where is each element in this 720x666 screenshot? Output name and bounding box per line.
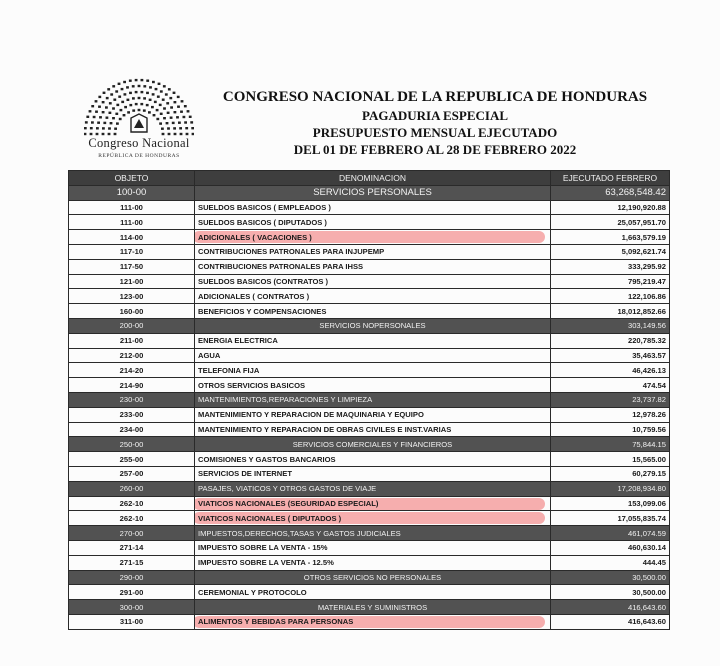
table-row xyxy=(69,230,670,245)
cell-monto: 12,978.26 xyxy=(551,407,670,422)
table-row xyxy=(69,274,670,289)
cell-monto: 416,643.60 xyxy=(551,614,670,629)
table-row xyxy=(69,259,670,274)
cell-objeto: 250-00 xyxy=(69,437,195,452)
document-header xyxy=(215,88,655,158)
cell-monto: 220,785.32 xyxy=(551,333,670,348)
cell-denominacion xyxy=(195,570,551,585)
cell-monto: 15,565.00 xyxy=(551,452,670,467)
denominacion-text: SERVICIOS PERSONALES xyxy=(313,187,432,199)
denominacion-text: SERVICIOS COMERCIALES Y FINANCIEROS xyxy=(292,439,453,449)
cell-objeto: 230-00 xyxy=(69,392,195,407)
cell-monto: 5,092,621.74 xyxy=(551,244,670,259)
denominacion-text: AGUA xyxy=(198,350,221,360)
table-group-row xyxy=(69,570,670,585)
cell-denominacion xyxy=(195,259,551,274)
denominacion-text: IMPUESTOS,DERECHOS,TASAS Y GASTOS JUDICIALES xyxy=(198,528,401,538)
cell-monto: 18,012,852.66 xyxy=(551,304,670,319)
cell-monto: 17,208,934.80 xyxy=(551,481,670,496)
denominacion-text: ADICIONALES ( CONTRATOS ) xyxy=(198,291,310,301)
cell-denominacion xyxy=(195,452,551,467)
denominacion-text: ADICIONALES ( VACACIONES ) xyxy=(198,232,312,242)
table-row xyxy=(69,555,670,570)
cell-objeto: 111-00 xyxy=(69,200,195,215)
cell-monto: 46,426.13 xyxy=(551,363,670,378)
denominacion-text: SERVICIOS NOPERSONALES xyxy=(319,321,426,331)
cell-objeto: 211-00 xyxy=(69,333,195,348)
cell-denominacion xyxy=(195,407,551,422)
cell-denominacion xyxy=(195,481,551,496)
table-row xyxy=(69,304,670,319)
denominacion-text: OTROS SERVICIOS BASICOS xyxy=(198,380,306,390)
cell-denominacion xyxy=(195,348,551,363)
cell-objeto: 255-00 xyxy=(69,452,195,467)
cell-denominacion xyxy=(195,215,551,230)
denominacion-text: CONTRIBUCIONES PATRONALES PARA INJUPEMP xyxy=(198,247,385,257)
cell-objeto: 117-10 xyxy=(69,244,195,259)
cell-monto: 416,643.60 xyxy=(551,600,670,615)
cell-denominacion xyxy=(195,555,551,570)
table-group-row xyxy=(69,185,670,200)
table-row xyxy=(69,289,670,304)
cell-monto: 474.54 xyxy=(551,378,670,393)
cell-objeto: 291-00 xyxy=(69,585,195,600)
denominacion-text: SUELDOS BASICOS (CONTRATOS ) xyxy=(198,276,329,286)
cell-denominacion xyxy=(195,244,551,259)
cell-monto: 17,055,835.74 xyxy=(551,511,670,526)
logo-subname: REPÚBLICA DE HONDURAS xyxy=(98,153,180,159)
denominacion-text: PASAJES, VIATICOS Y OTROS GASTOS DE VIAJE xyxy=(198,484,377,494)
cell-monto: 35,463.57 xyxy=(551,348,670,363)
cell-objeto: 123-00 xyxy=(69,289,195,304)
cell-objeto: 270-00 xyxy=(69,526,195,541)
cell-denominacion xyxy=(195,185,551,200)
cell-monto: 1,663,579.19 xyxy=(551,230,670,245)
denominacion-text: SUELDOS BASICOS ( DIPUTADOS ) xyxy=(198,217,327,227)
header-title: CONGRESO NACIONAL DE LA REPUBLICA DE HONDURAS xyxy=(222,89,648,105)
cell-monto: 23,737.82 xyxy=(551,392,670,407)
header-report-title: PRESUPUESTO MENSUAL EJECUTADO xyxy=(312,125,558,140)
cell-denominacion xyxy=(195,333,551,348)
cell-denominacion xyxy=(195,200,551,215)
denominacion-text: MANTENIMIENTOS,REPARACIONES Y LIMPIEZA xyxy=(198,395,373,405)
table-row xyxy=(69,614,670,629)
cell-objeto: 114-00 xyxy=(69,230,195,245)
header-period: DEL 01 DE FEBRERO AL 28 DE FEBRERO 2022 xyxy=(293,142,577,157)
cell-denominacion xyxy=(195,392,551,407)
denominacion-text: IMPUESTO SOBRE LA VENTA - 15% xyxy=(198,543,328,553)
table-row xyxy=(69,496,670,511)
denominacion-text: OTROS SERVICIOS NO PERSONALES xyxy=(303,572,442,582)
cell-monto: 30,500.00 xyxy=(551,570,670,585)
denominacion-text: CEREMONIAL Y PROTOCOLO xyxy=(198,587,307,597)
cell-objeto: 121-00 xyxy=(69,274,195,289)
cell-denominacion xyxy=(195,230,551,245)
table-row xyxy=(69,378,670,393)
table-group-row xyxy=(69,437,670,452)
table-row xyxy=(69,540,670,555)
cell-denominacion xyxy=(195,511,551,526)
cell-objeto: 290-00 xyxy=(69,570,195,585)
cell-objeto: 271-14 xyxy=(69,540,195,555)
cell-monto: 63,268,548.42 xyxy=(551,185,670,200)
cell-denominacion xyxy=(195,496,551,511)
table-row xyxy=(69,407,670,422)
cell-denominacion xyxy=(195,614,551,629)
table-row xyxy=(69,452,670,467)
logo-name: Congreso Nacional xyxy=(88,136,190,150)
table-group-row xyxy=(69,600,670,615)
cell-objeto: 260-00 xyxy=(69,481,195,496)
denominacion-text: VIATICOS NACIONALES (SEGURIDAD ESPECIAL) xyxy=(198,498,379,508)
cell-monto: 460,630.14 xyxy=(551,540,670,555)
cell-monto: 444.45 xyxy=(551,555,670,570)
budget-table xyxy=(68,170,670,630)
denominacion-text: MANTENIMIENTO Y REPARACION DE MAQUINARIA Y EQUIPO xyxy=(198,410,424,420)
cell-denominacion xyxy=(195,540,551,555)
denominacion-text: IMPUESTO SOBRE LA VENTA - 12.5% xyxy=(198,558,334,568)
cell-monto: 10,759.56 xyxy=(551,422,670,437)
cell-objeto: 212-00 xyxy=(69,348,195,363)
cell-objeto: 233-00 xyxy=(69,407,195,422)
cell-objeto: 200-00 xyxy=(69,318,195,333)
denominacion-text: CONTRIBUCIONES PATRONALES PARA IHSS xyxy=(198,262,364,272)
cell-denominacion xyxy=(195,378,551,393)
cell-objeto: 262-10 xyxy=(69,496,195,511)
denominacion-text: TELEFONIA FIJA xyxy=(198,365,260,375)
cell-objeto: 100-00 xyxy=(69,185,195,200)
cell-denominacion xyxy=(195,585,551,600)
cell-denominacion xyxy=(195,304,551,319)
cell-monto: 153,099.06 xyxy=(551,496,670,511)
cell-monto: 30,500.00 xyxy=(551,585,670,600)
table-group-row xyxy=(69,318,670,333)
cell-denominacion xyxy=(195,289,551,304)
cell-monto: 12,190,920.88 xyxy=(551,200,670,215)
table-row xyxy=(69,511,670,526)
cell-objeto: 214-90 xyxy=(69,378,195,393)
cell-objeto: 271-15 xyxy=(69,555,195,570)
cell-denominacion xyxy=(195,600,551,615)
table-row xyxy=(69,200,670,215)
table-row xyxy=(69,244,670,259)
cell-denominacion xyxy=(195,422,551,437)
cell-monto: 795,219.47 xyxy=(551,274,670,289)
cell-monto: 75,844.15 xyxy=(551,437,670,452)
congress-logo xyxy=(68,74,210,166)
cell-monto: 303,149.56 xyxy=(551,318,670,333)
cell-objeto: 214-20 xyxy=(69,363,195,378)
cell-monto: 60,279.15 xyxy=(551,466,670,481)
cell-denominacion xyxy=(195,466,551,481)
cell-objeto: 234-00 xyxy=(69,422,195,437)
table-group-row xyxy=(69,392,670,407)
table-group-row xyxy=(69,526,670,541)
denominacion-text: VIATICOS NACIONALES ( DIPUTADOS ) xyxy=(198,513,342,523)
cell-monto: 461,074.59 xyxy=(551,526,670,541)
congress-seal-icon xyxy=(84,74,194,138)
table-row xyxy=(69,215,670,230)
cell-objeto: 160-00 xyxy=(69,304,195,319)
table-row xyxy=(69,333,670,348)
cell-objeto: 300-00 xyxy=(69,600,195,615)
cell-monto: 122,106.86 xyxy=(551,289,670,304)
table-group-row xyxy=(69,481,670,496)
cell-objeto: 262-10 xyxy=(69,511,195,526)
denominacion-text: BENEFICIOS Y COMPENSACIONES xyxy=(198,306,327,316)
denominacion-text: COMISIONES Y GASTOS BANCARIOS xyxy=(198,454,336,464)
header-department: PAGADURIA ESPECIAL xyxy=(361,108,509,123)
table-row xyxy=(69,585,670,600)
cell-denominacion xyxy=(195,274,551,289)
table-row xyxy=(69,348,670,363)
cell-monto: 25,057,951.70 xyxy=(551,215,670,230)
denominacion-text: ALIMENTOS Y BEBIDAS PARA PERSONAS xyxy=(198,617,354,627)
table-row xyxy=(69,466,670,481)
table-row xyxy=(69,422,670,437)
cell-objeto: 311-00 xyxy=(69,614,195,629)
denominacion-text: MATERIALES Y SUMINISTROS xyxy=(317,602,428,612)
cell-objeto: 111-00 xyxy=(69,215,195,230)
cell-denominacion xyxy=(195,318,551,333)
denominacion-text: MANTENIMIENTO Y REPARACION DE OBRAS CIVILES E INST.VARIAS xyxy=(198,424,452,434)
table-row xyxy=(69,363,670,378)
denominacion-text: SUELDOS BASICOS ( EMPLEADOS ) xyxy=(198,202,331,212)
cell-denominacion xyxy=(195,437,551,452)
cell-denominacion xyxy=(195,526,551,541)
cell-objeto: 257-00 xyxy=(69,466,195,481)
column-header-ejecutado: EJECUTADO FEBRERO xyxy=(551,171,670,186)
denominacion-text: ENERGIA ELECTRICA xyxy=(198,336,278,346)
table-header-row xyxy=(69,171,670,186)
denominacion-text: SERVICIOS DE INTERNET xyxy=(198,469,292,479)
column-header-denominacion: DENOMINACION xyxy=(195,171,551,186)
cell-monto: 333,295.92 xyxy=(551,259,670,274)
cell-objeto: 117-50 xyxy=(69,259,195,274)
cell-denominacion xyxy=(195,363,551,378)
column-header-objeto: OBJETO xyxy=(69,171,195,186)
